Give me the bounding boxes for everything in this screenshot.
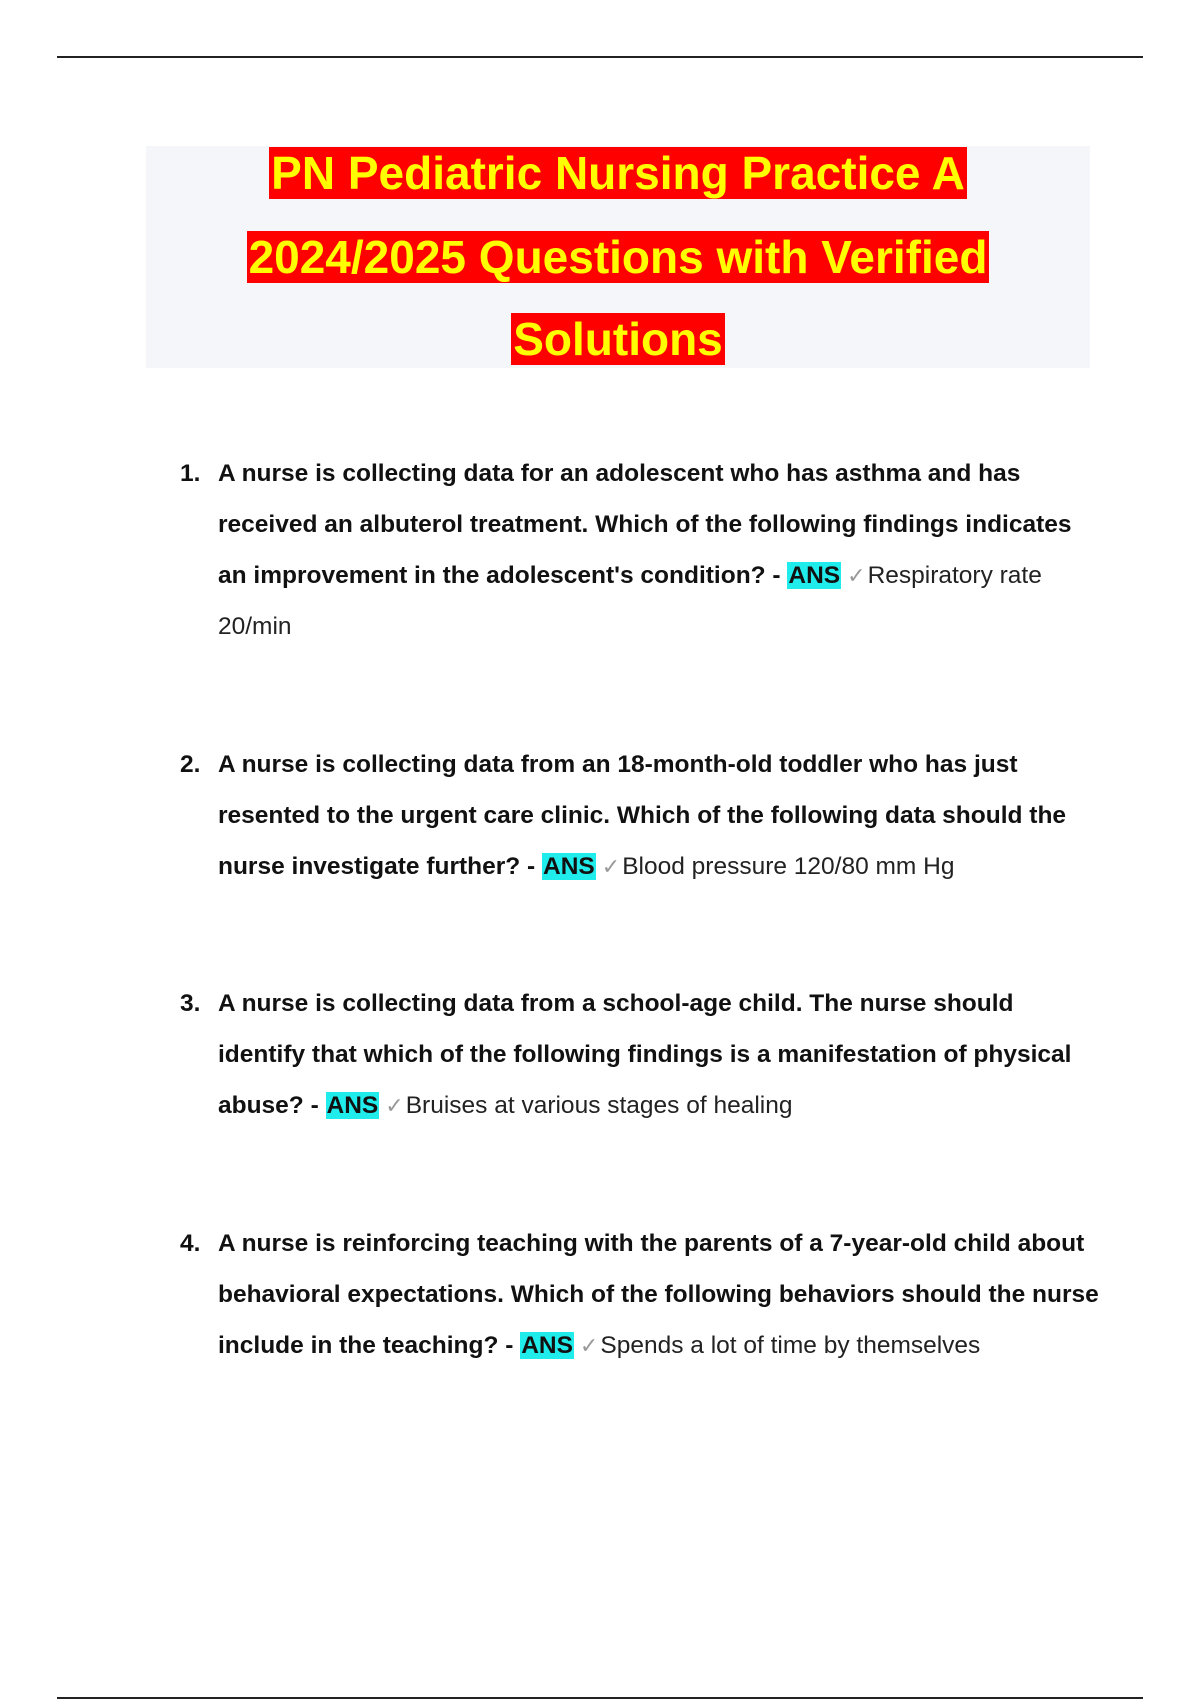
title-block (146, 146, 1090, 368)
ans-badge: ANS (543, 853, 595, 880)
question-number: 1. (180, 460, 201, 487)
answer-text: Bruises at various stages of healing (405, 1092, 793, 1119)
question-number: 3. (180, 990, 201, 1017)
question-text: A nurse is collecting data from a school-age child. The nurse should identify that which of the following findings is a manifestation of physical abuse? - (218, 990, 1072, 1119)
question-item (180, 1218, 1100, 1371)
title-line-1: PN Pediatric Nursing Practice A (271, 147, 965, 199)
ans-badge: ANS (521, 1332, 573, 1359)
question-text: A nurse is reinforcing teaching with the parents of a 7-year-old child about behavioral expectations. Which of the following behaviors should the nurse include in the teaching? - (218, 1230, 1099, 1359)
answer-text: Blood pressure 120/80 mm Hg (622, 853, 955, 880)
header-rule (57, 56, 1143, 58)
title-line-2: 2024/2025 Questions with Verified (248, 231, 988, 283)
answer-text: Respiratory rate 20/min (218, 562, 1042, 640)
question-number: 4. (180, 1230, 201, 1257)
check-icon: ✓ (385, 1093, 404, 1118)
question-body (218, 448, 1100, 652)
check-icon: ✓ (579, 1333, 599, 1358)
question-body (218, 978, 1100, 1131)
check-icon: ✓ (601, 854, 621, 879)
question-body (218, 739, 1100, 892)
ans-badge: ANS (326, 1092, 379, 1119)
question-item (180, 448, 1100, 652)
title-line-3: Solutions (513, 313, 723, 365)
question-number: 2. (180, 751, 201, 778)
answer-text: Spends a lot of time by themselves (600, 1332, 981, 1359)
check-icon: ✓ (847, 563, 866, 588)
question-item (180, 978, 1100, 1131)
question-item (180, 739, 1100, 892)
question-body (218, 1218, 1100, 1371)
footer-rule (57, 1697, 1143, 1699)
question-text: A nurse is collecting data from an 18-month-old toddler who has just resented to the urgent care clinic. Which of the following data should the nurse investigate further? - (218, 751, 1067, 880)
ans-badge: ANS (788, 562, 841, 589)
question-text: A nurse is collecting data for an adolescent who has asthma and has received an albuterol treatment. Which of the following findings indicates an improvement in the adolescent's condition? - (218, 460, 1072, 589)
